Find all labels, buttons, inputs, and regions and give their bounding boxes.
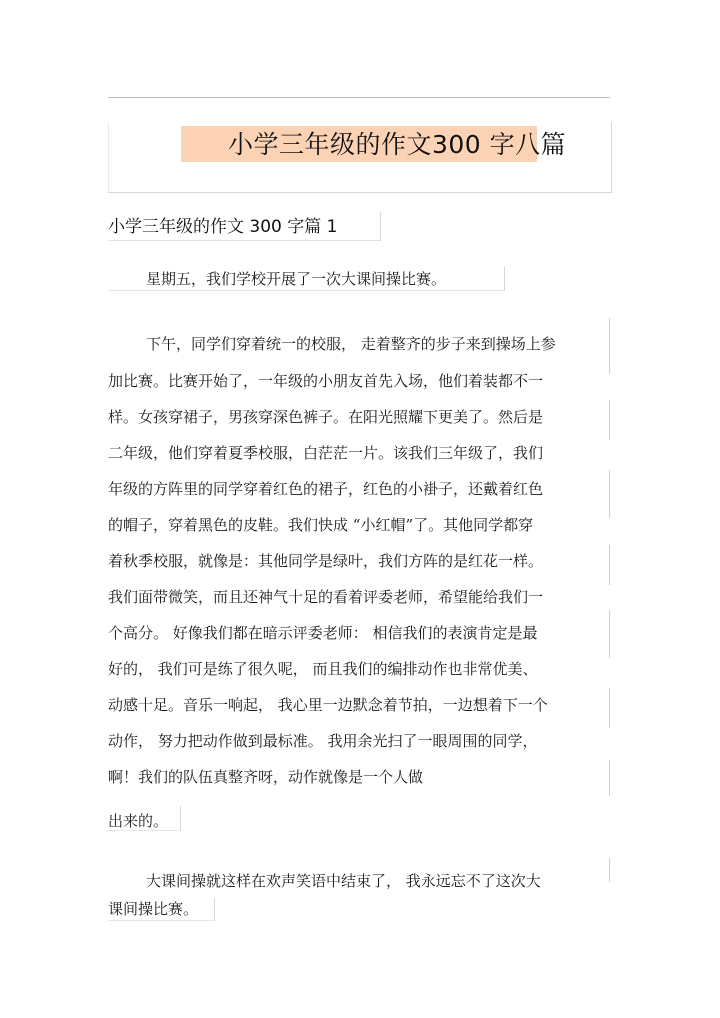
paragraph-line: 啊！我们的队伍真整齐呀，动作就像是一个人做 [108,768,424,786]
paragraph-line: 着秋季校服，就像是：其他同学是绿叶，我们方阵的是红花一样。 [108,552,544,570]
paragraph-line: 个高分。 好像我们都在暗示评委老师： 相信我们的表演肯定是最 [108,624,538,642]
frame-mark [609,760,610,796]
paragraph-line: 出来的。 [108,812,169,830]
paragraph-line: 好的， 我们可是练了很久呢， 而且我们的编排动作也非常优美、 [108,660,538,678]
paragraph-line: 我们面带微笑，而且还神气十足的看着评委老师，希望能给我们一 [108,588,544,606]
paragraph-line: 二年级，他们穿着夏季校服，白茫茫一片。该我们三年级了，我们 [108,444,544,462]
paragraph-line: 年级的方阵里的同学穿着红色的裙子，红色的小褂子，还戴着红色 [108,480,544,498]
paragraph-line: 加比赛。比赛开始了，一年级的小朋友首先入场，他们着装都不一 [108,372,544,390]
frame-mark [609,858,610,882]
frame-mark [609,610,610,658]
document-title: 小学三年级的作文300 字八篇 [228,130,567,159]
paragraph-line: 的帽子，穿着黑色的皮鞋。我们快成 “小红帽”了。其他同学都穿 [108,516,534,534]
frame-mark [609,688,610,728]
paragraph-1: 星期五，我们学校开展了一次大课间操比赛。 [146,270,447,288]
frame-mark [609,318,610,374]
frame-mark [609,545,610,585]
paragraph-line: 课间操比赛。 [108,900,199,918]
top-rule [108,97,610,98]
frame-mark [609,470,610,518]
paragraph-line: 动作， 努力把动作做到最标准。 我用余光扫了一眼周围的同学， [108,732,538,750]
paragraph-line: 大课间操就这样在欢声笑语中结束了， 我永远忘不了这次大 [146,872,541,890]
frame-mark [609,400,610,440]
paragraph-line: 样。女孩穿裙子，男孩穿深色裤子。在阳光照耀下更美了。然后是 [108,408,544,426]
section-heading: 小学三年级的作文 300 字篇 1 [108,217,338,237]
paragraph-line: 动感十足。音乐一响起， 我心里一边默念着节拍，一边想着下一个 [108,696,548,714]
paragraph-line: 下午，同学们穿着统一的校服， 走着整齐的步子来到操场上参 [146,335,556,353]
